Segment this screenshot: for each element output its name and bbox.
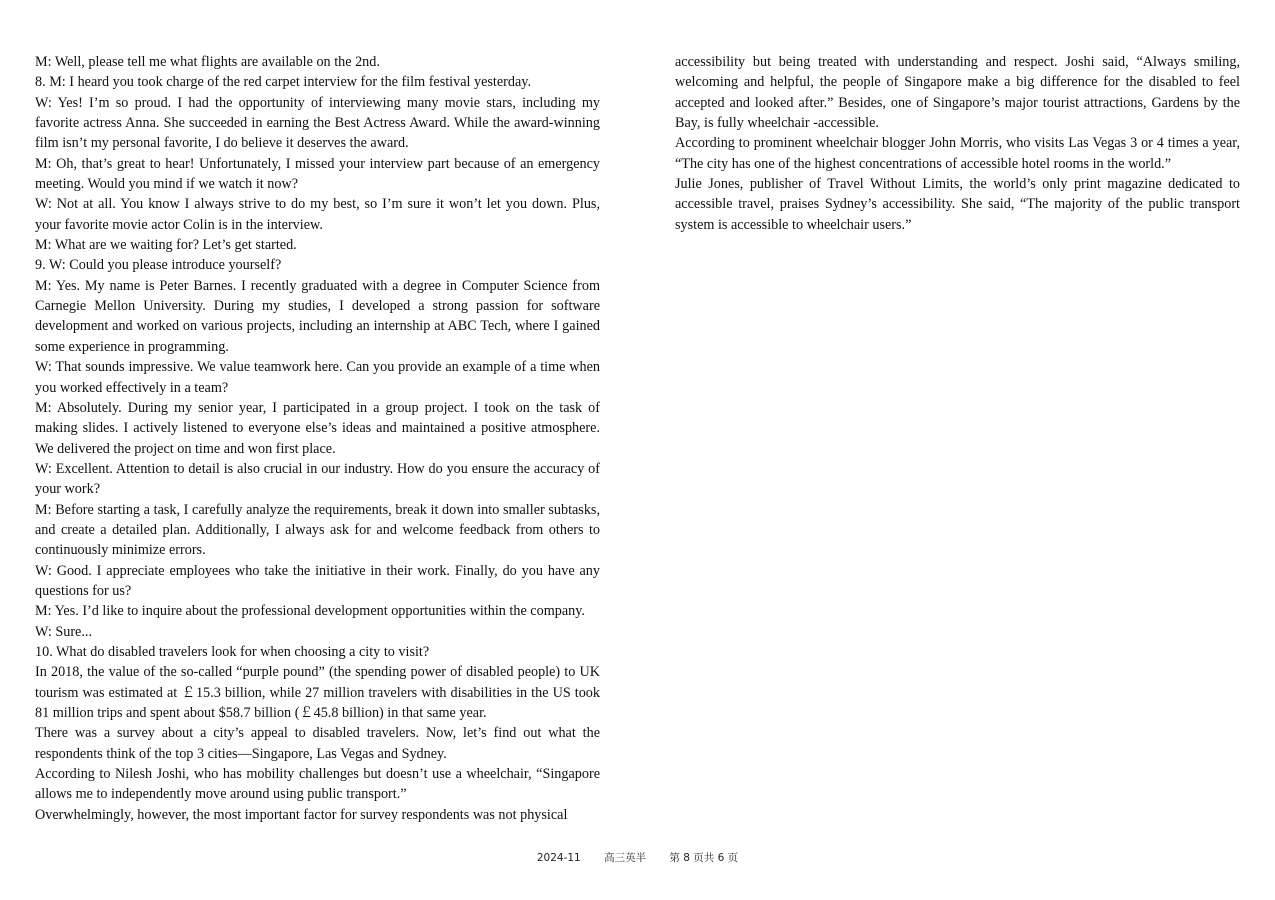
left-text-column (35, 52, 600, 825)
paragraph: W: Excellent. Attention to detail is also crucial in our industry. How do you ensure the accuracy of your work? (35, 460, 600, 498)
footer-date: 2024-11 (536, 852, 581, 864)
paragraph: W: Sure... (35, 623, 92, 640)
paragraph: M: Oh, that’s great to hear! Unfortunately, I missed your interview part because of an emergency meeting. Would you mind if we watch it now? (35, 155, 600, 193)
paragraph: M: Well, please tell me what flights are available on the 2nd. (35, 54, 380, 70)
footer-subject: 高三英半 (604, 852, 647, 864)
paragraph: In 2018, the value of the so-called “purple pound” (the spending power of disabled people) to UK tourism was estimated at ￡15.3 billion, while 27 million travelers with disabilities in the US took 81 million trips and spent about $58.7 billion (￡45.8 billion) in that same year. (35, 664, 600, 721)
paragraph: There was a survey about a city’s appeal to disabled travelers. Now, let’s find out what the respondents think of the top 3 cities—Singapore, Las Vegas and Sydney. (35, 725, 600, 762)
page-footer (0, 851, 1275, 865)
paragraph: M: What are we waiting for? Let’s get started. (35, 237, 297, 254)
paragraph: accessibility but being treated with understanding and respect. Joshi said, “Always smiling, welcoming and helpful, the people of Singapore make a big difference for the disabled to feel accepted and looked after.” Besides, one of Singapore’s major tourist attractions, Gardens by the Bay, is fully wheelchair -accessible. (675, 54, 1240, 132)
paragraph: According to Nilesh Joshi, who has mobility challenges but doesn’t use a wheelchair, “Singapore allows me to independently move around using public transport.” (35, 766, 600, 803)
footer-page-number: 第 8 页共 6 页 (669, 852, 739, 864)
paragraph: According to prominent wheelchair blogger John Morris, who visits Las Vegas 3 or 4 times a year, “The city has one of the highest concentrations of accessible hotel rooms in the world.” (675, 135, 1240, 172)
right-text-column (675, 52, 1240, 235)
paragraph: W: That sounds impressive. We value teamwork here. Can you provide an example of a time when you worked effectively in a team? (35, 359, 600, 396)
paragraph: W: Good. I appreciate employees who take the initiative in their work. Finally, do you have any questions for us? (35, 562, 600, 599)
paragraph: W: Yes! I’m so proud. I had the opportunity of interviewing many movie stars, including my favorite actress Anna. She succeeded in earning the Best Actress Award. While the award-winning film isn’t my personal favorite, I do believe it deserves the award. (35, 94, 600, 152)
paragraph: M: Yes. I’d like to inquire about the professional development opportunities within the company. (35, 603, 585, 620)
paragraph: M: Yes. My name is Peter Barnes. I recently graduated with a degree in Computer Science from Carnegie Mellon University. During my studies, I developed a strong passion for software development and worked on various projects, including an internship at ABC Tech, where I gained some experience in programming. (35, 277, 600, 355)
paragraph: Julie Jones, publisher of Travel Without Limits, the world’s only print magazine dedicated to accessible travel, praises Sydney’s accessibility. She said, “The majority of the public transport system is accessible to wheelchair users.” (675, 176, 1240, 233)
paragraph: M: Before starting a task, I carefully analyze the requirements, break it down into smaller subtasks, and create a detailed plan. Additionally, I always ask for and welcome feedback from others to continuously minimize errors. (35, 501, 600, 559)
paragraph: 9. W: Could you please introduce yourself? (35, 257, 282, 274)
paragraph: W: Not at all. You know I always strive to do my best, so I’m sure it won’t let you down. Plus, your favorite movie actor Colin is in the interview. (35, 196, 600, 233)
paragraph: 8. M: I heard you took charge of the red carpet interview for the film festival yesterday. (35, 74, 531, 91)
paragraph: 10. What do disabled travelers look for when choosing a city to visit? (35, 643, 430, 660)
paragraph: M: Absolutely. During my senior year, I participated in a group project. I took on the task of making slides. I actively listened to everyone else’s ideas and maintained a positive atmosphere. We delivered the project on time and won first place. (35, 399, 600, 457)
paragraph: Overwhelmingly, however, the most important factor for survey respondents was not physical (35, 806, 568, 823)
